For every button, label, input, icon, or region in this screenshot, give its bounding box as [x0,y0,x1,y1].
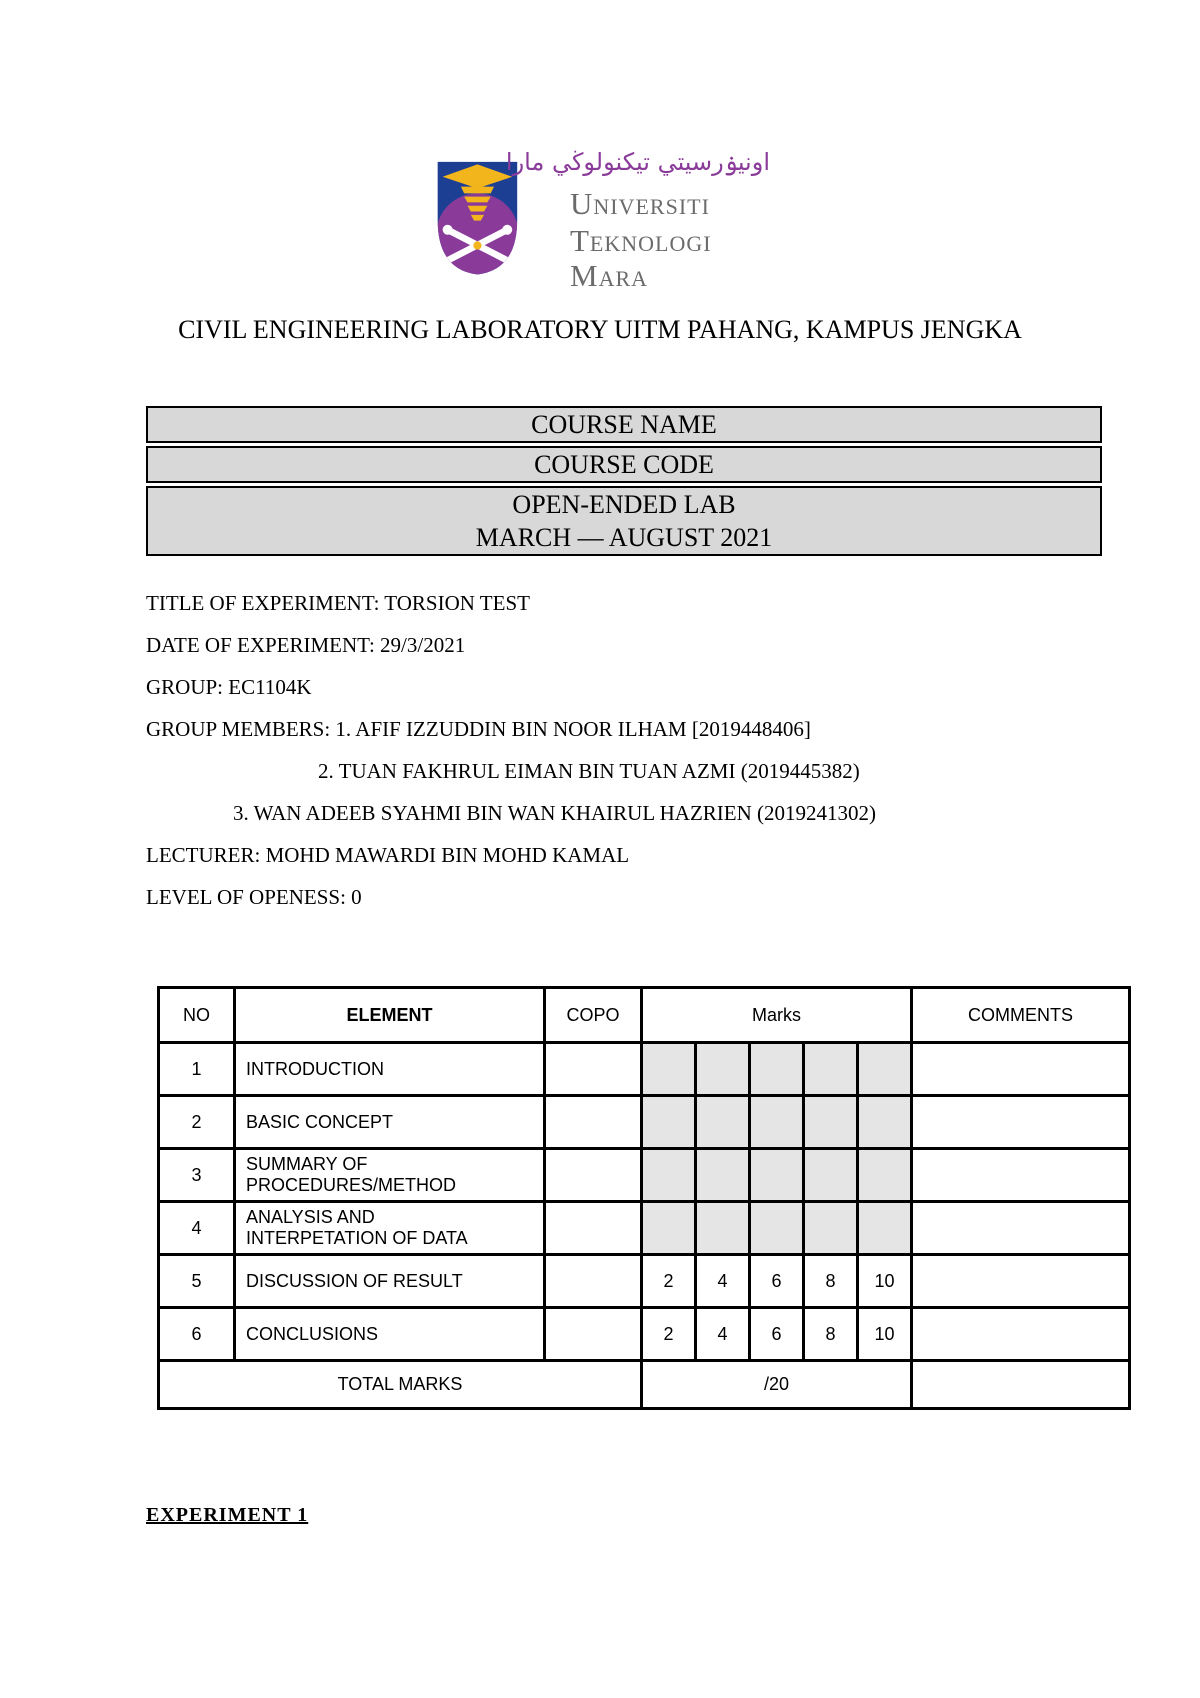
row-comments [912,1308,1130,1361]
mark-option: 10 [858,1308,912,1361]
page-title: CIVIL ENGINEERING LABORATORY UITM PAHANG, KAMPUS JENGKA [178,315,1022,344]
mark-cell [858,1202,912,1255]
mark-cell [858,1149,912,1202]
mark-cell [696,1202,750,1255]
total-row [159,1361,1130,1409]
experiment-title: TITLE OF EXPERIMENT: TORSION TEST [146,591,530,615]
row-copo [545,1202,642,1255]
row-comments [912,1149,1130,1202]
row-no: 1 [159,1043,235,1096]
row-no: 6 [159,1308,235,1361]
row-element: INTRODUCTION [235,1043,545,1096]
lab-session [146,486,1102,556]
mark-cell [642,1202,696,1255]
row-copo [545,1149,642,1202]
row-element: DISCUSSION OF RESULT [235,1255,545,1308]
mark-cell [858,1096,912,1149]
row-element-line2: INTERPETATION OF DATA [246,1228,468,1248]
mark-option: 2 [642,1308,696,1361]
row-copo [545,1096,642,1149]
mark-cell [642,1043,696,1096]
mark-option: 10 [858,1255,912,1308]
course-box [146,406,1102,559]
experiment-date: DATE OF EXPERIMENT: 29/3/2021 [146,633,466,657]
total-comments [912,1361,1130,1409]
mark-option: 8 [804,1255,858,1308]
logo-jawi-script: اونيۏرسيتي تيكنولوڬي مارا [505,148,770,176]
mark-option: 8 [804,1308,858,1361]
course-code: COURSE CODE [146,446,1102,483]
mark-cell [804,1043,858,1096]
row-element-line1: SUMMARY OF [246,1154,368,1174]
logo-teknologi: Teknologi [570,223,712,258]
mark-option: 4 [696,1255,750,1308]
mark-option: 4 [696,1308,750,1361]
mark-cell [750,1043,804,1096]
marks-table [157,986,1131,1410]
level-of-openess: LEVEL OF OPENESS: 0 [146,885,362,909]
row-no: 5 [159,1255,235,1308]
row-comments [912,1202,1130,1255]
mark-cell [642,1096,696,1149]
mark-cell [696,1096,750,1149]
row-element: BASIC CONCEPT [235,1096,545,1149]
header-element: ELEMENT [235,988,545,1043]
row-element [235,1202,545,1255]
row-comments [912,1255,1130,1308]
mark-cell [858,1043,912,1096]
row-element [235,1149,545,1202]
total-marks-label: TOTAL MARKS [159,1361,642,1409]
mark-cell [750,1096,804,1149]
header-no: NO [159,988,235,1043]
total-marks-value: /20 [642,1361,912,1409]
row-no: 2 [159,1096,235,1149]
mark-cell [750,1149,804,1202]
row-element-line2: PROCEDURES/METHOD [246,1175,457,1195]
row-no: 3 [159,1149,235,1202]
row-copo [545,1308,642,1361]
row-element-line1: ANALYSIS AND [246,1207,375,1227]
table-row [159,1043,1130,1096]
row-copo [545,1255,642,1308]
group-member-2: 2. TUAN FAKHRUL EIMAN BIN TUAN AZMI (2019445382) [318,759,860,783]
mark-cell [750,1202,804,1255]
group: GROUP: EC1104K [146,675,312,699]
table-row [159,1308,1130,1361]
logo-mara: Mara [570,258,649,293]
mark-cell [804,1096,858,1149]
header-copo: COPO [545,988,642,1043]
logo-universiti: Universiti [570,186,710,221]
mark-option: 6 [750,1255,804,1308]
table-row [159,1255,1130,1308]
mark-cell [642,1149,696,1202]
mark-option: 6 [750,1308,804,1361]
group-member-1: GROUP MEMBERS: 1. AFIF IZZUDDIN BIN NOOR ILHAM [2019448406] [146,717,811,741]
row-comments [912,1096,1130,1149]
row-no: 4 [159,1202,235,1255]
group-member-3: 3. WAN ADEEB SYAHMI BIN WAN KHAIRUL HAZRIEN (2019241302) [233,801,877,825]
table-row [159,1149,1130,1202]
lecturer: LECTURER: MOHD MAWARDI BIN MOHD KAMAL [146,843,630,867]
table-row [159,1202,1130,1255]
mark-option: 2 [642,1255,696,1308]
semester: MARCH — AUGUST 2021 [475,523,773,552]
mark-cell [696,1043,750,1096]
mark-cell [804,1202,858,1255]
course-name: COURSE NAME [146,406,1102,443]
header-comments: COMMENTS [912,988,1130,1043]
mark-cell [696,1149,750,1202]
experiment-heading: EXPERIMENT 1 [146,1504,309,1526]
row-copo [545,1043,642,1096]
header-marks: Marks [642,988,912,1043]
mark-cell [804,1149,858,1202]
lab-type: OPEN-ENDED LAB [512,490,736,519]
table-header-row [159,988,1130,1043]
table-row [159,1096,1130,1149]
row-element: CONCLUSIONS [235,1308,545,1361]
row-comments [912,1043,1130,1096]
